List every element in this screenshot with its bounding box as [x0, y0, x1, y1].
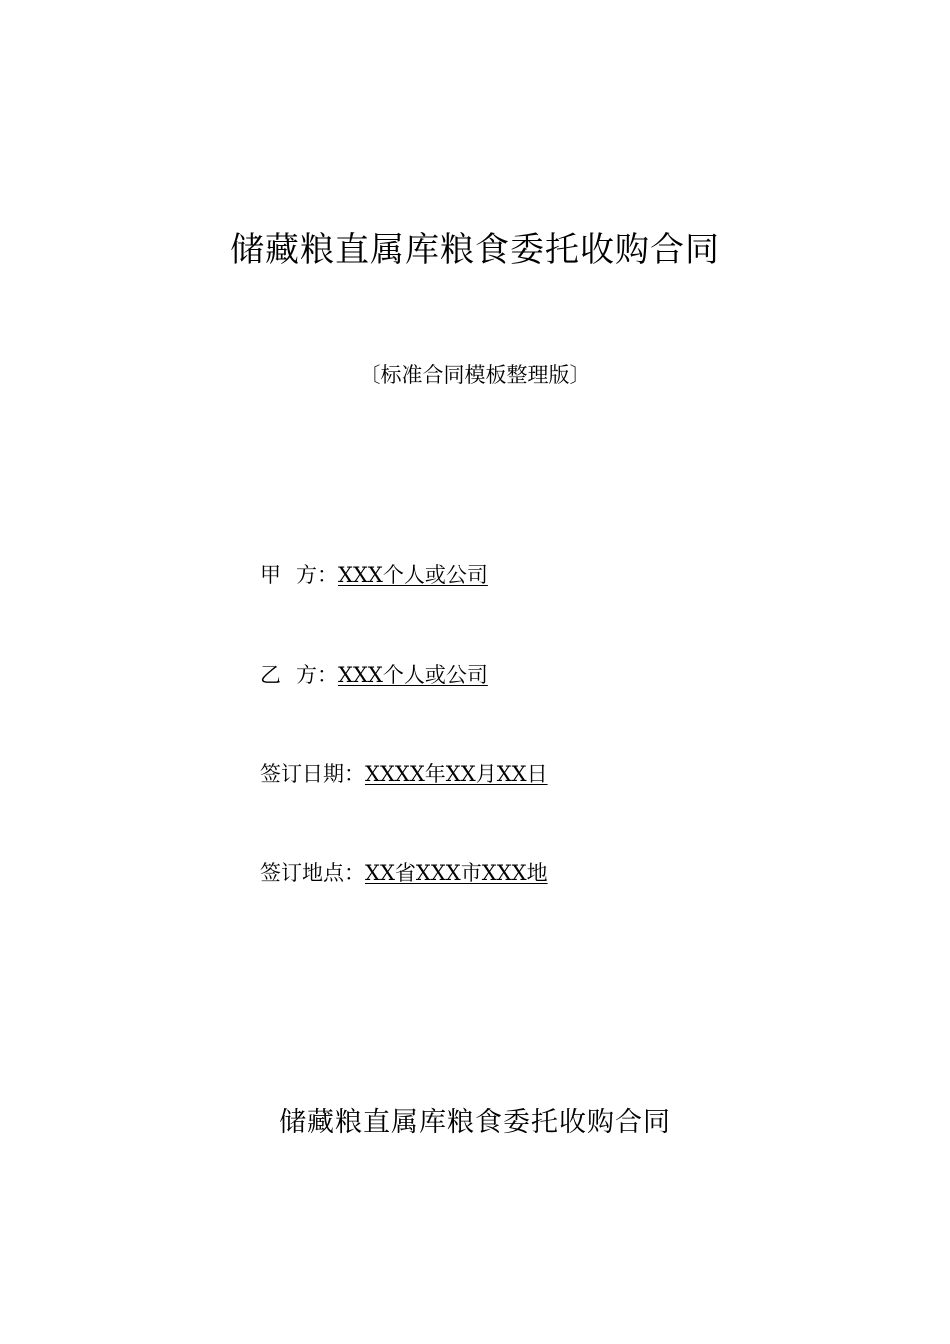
- party-b-label-last: 方：: [296, 663, 338, 687]
- party-b-value: XXX个人或公司: [338, 663, 488, 687]
- party-b-label: [260, 660, 338, 690]
- party-a-field: [260, 560, 564, 590]
- sign-date-value: XXXX年XX月XX日: [365, 762, 548, 786]
- sign-place-value: XX省XXX市XXX地: [365, 861, 548, 885]
- party-b-field: [260, 660, 564, 690]
- document-title: 储藏粮直属库粮食委托收购合同: [230, 230, 720, 270]
- party-a-value: XXX个人或公司: [338, 563, 488, 587]
- party-a-label-last: 方：: [296, 563, 338, 587]
- sign-place-label: 签订地点：: [260, 861, 365, 885]
- party-b-label-first: 乙: [260, 663, 281, 687]
- sign-date-label: 签订日期：: [260, 762, 365, 786]
- sign-date-field: [260, 759, 611, 789]
- footer-title: 储藏粮直属库粮食委托收购合同: [279, 1107, 671, 1138]
- party-a-label: [260, 560, 338, 590]
- document-subtitle: 〔标准合同模板整理版〕: [359, 363, 591, 387]
- sign-place-field: [260, 858, 585, 888]
- party-a-label-first: 甲: [260, 563, 281, 587]
